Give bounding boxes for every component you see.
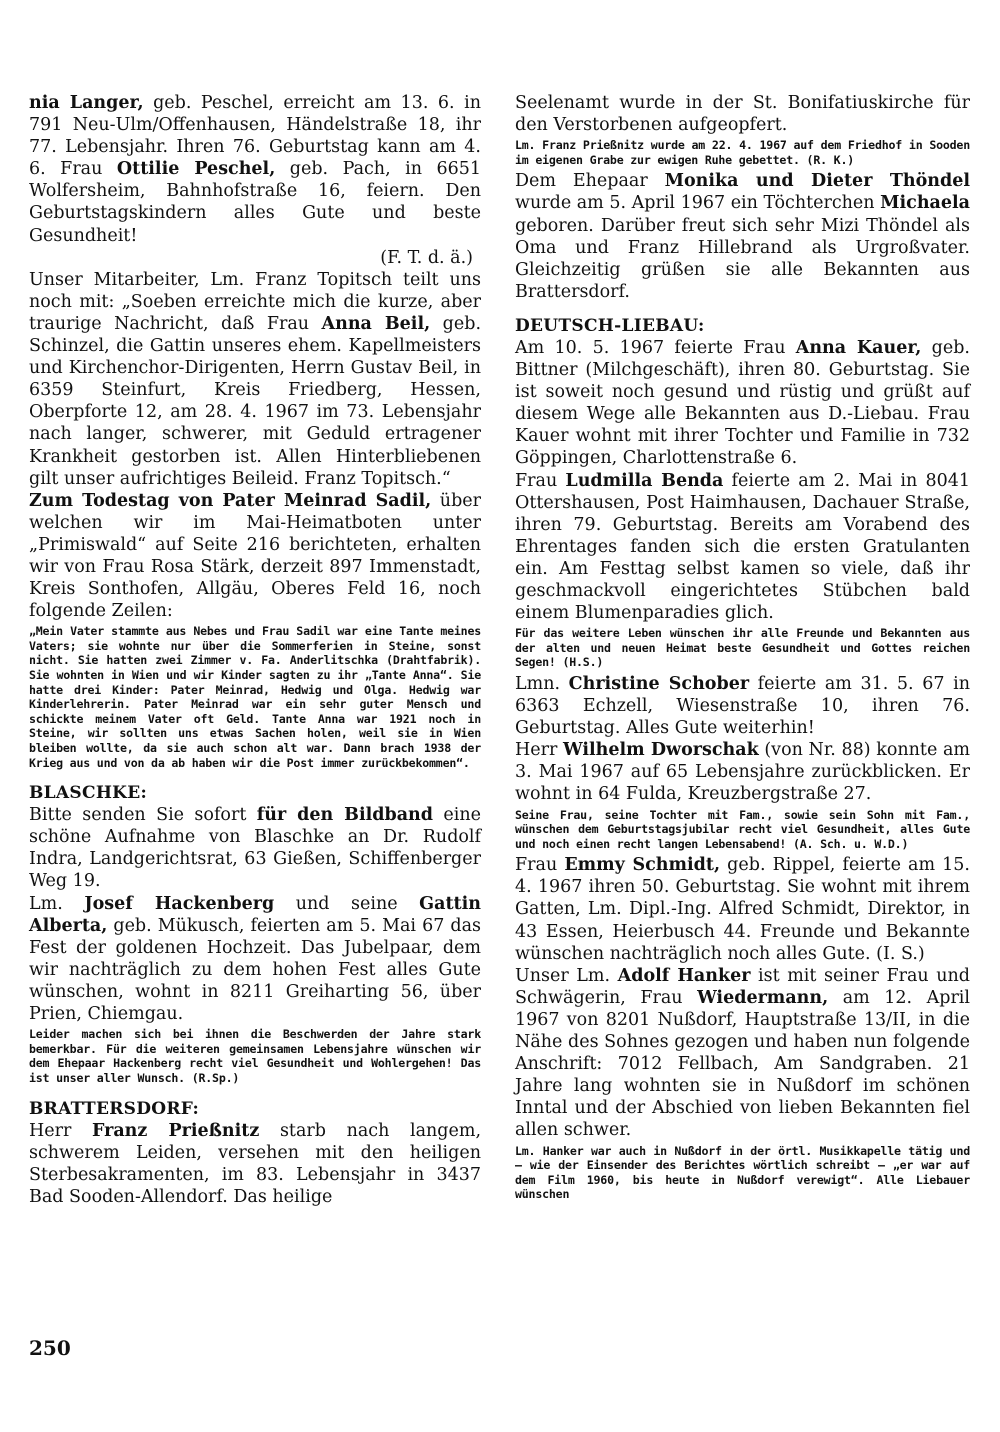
paragraph-langer: nia Langer, geb. Peschel, erreicht am 13. 6. in 791 Neu-Ulm/Offenhausen, Händelstraße 18, ihr 77. Lebensjahr. Ihren 76. Geburtstag kann am 4. 6. Frau Ottilie Peschel, geb. Pach, in 6651 Wolfersheim, Bahnhofstraße 16, feiern. Den Geburtstagskindern alles Gute und beste Gesundheit!	[29, 93, 481, 246]
section-heading-deutsch-liebau: DEUTSCH-LIEBAU:	[515, 315, 705, 336]
paragraph-schober: Lmn. Christine Schober feierte am 31. 5. 67 in 6363 Echzell, Wiesenstraße 10, ihren 76. Geburtstag. Alles Gute weiterhin!	[515, 673, 970, 739]
paragraph-sadil: Zum Todestag von Pater Meinrad Sadil, über welchen wir im Mai-Heimatboten unter „Primiswald“ auf Seite 216 berichteten, erhalten wir von Frau Rosa Stärk, derzeit 897 Immenstadt, Kreis Sonthofen, Allgäu, Oberes Feld 16, noch folgende Zeilen:	[29, 490, 481, 622]
paragraph-thoendel: Dem Ehepaar Monika und Dieter Thöndel wurde am 5. April 1967 ein Töchterchen Michaela geboren. Darüber freut sich sehr Mizi Thöndel als Oma und Franz Hillebrand als Urgroßvater. Gleichzeitig grüßen sie alle Bekannten aus Brattersdorf.	[515, 171, 970, 302]
paragraph-dworschak: Herr Wilhelm Dworschak (von Nr. 88) konnte am 3. Mai 1967 auf 65 Lebensjahre zurückblicken. Er wohnt in 64 Fulda, Kreuzbergstraße 27.	[515, 740, 970, 805]
paragraph-benda: Frau Ludmilla Benda feierte am 2. Mai in 8041 Ottershausen, Post Haimhausen, Dachauer Straße, ihren 79. Geburtstag. Bereits am Vorabend des Ehrentages fanden sich die ersten Gratulanten ein. Am Festtag selbst kamen so viele, daß ihr geschmackvoll eingerichtetes Stübchen bald einem Blumenparadies glich.	[515, 470, 970, 624]
right-column	[515, 92, 970, 1205]
note-priessnitz: Lm. Franz Prießnitz wurde am 22. 4. 1967 auf dem Friedhof in Sooden im eigenen Grabe zur ewigen Ruhe gebettet. (R. K.)	[515, 138, 970, 167]
quote-staerk: „Mein Vater stammte aus Nebes und Frau Sadil war eine Tante meines Vaters; sie wohnte nur über die Sommerferien in Steine, sonst nicht. Sie hatten zwei Zimmer v. Fa. Anderlitschka (Drahtfabrik). Sie wohnten in Wien und wir Kinder sagten zu ihr „Tante Anna“. Sie hatte drei Kinder: Pater Meinrad, Hedwig und Olga. Hedwig war Kinderlehrerin. Pater Meinrad war ein sehr guter Mensch und schickte meinem Vater oft Geld. Tante Anna war 1921 noch in Steine, wir sollten uns etwas Sachen holen, weil sie in Wien bleiben wollte, da sie auch schon alt war. Dann brach 1938 der Krieg aus und von da ab haben wir die Post immer zurückbekommen“.	[29, 624, 481, 770]
paragraph-priessnitz: Herr Franz Prießnitz starb nach langem, schwerem Leiden, versehen mit den heiligen Sterbesakramenten, im 83. Lebensjahr in 3437 Bad Sooden-Allendorf. Das heilige	[29, 1120, 482, 1207]
note-dworschak: Seine Frau, seine Tochter mit Fam., sowie sein Sohn mit Fam., wünschen dem Geburtstagsjubilar recht viel Gesundheit, alles Gute und noch einen recht langen Lebensabend! (A. Sch. u. W.D.)	[515, 807, 970, 851]
paragraph-schmidt: Frau Emmy Schmidt, geb. Rippel, feierte am 15. 4. 1967 ihren 50. Geburtstag. Sie wohnt mit ihrem Gatten, Lm. Dipl.-Ing. Alfred Schmidt, Direktor, in 43 Essen, Heierbusch 44. Freunde und Bekannte wünschen nachträglich noch alles Gute. (I. S.)	[515, 855, 970, 964]
note-hanker: Lm. Hanker war auch in Nußdorf in der örtl. Musikkapelle tätig und — wie der Einsender des Berichtes wörtlich schreibt — „er war auf dem Film 1960, bis heute in Nußdorf verewigt“. Alle Liebauer wünschen	[515, 1143, 970, 1202]
paragraph-topitsch: Unser Mitarbeiter, Lm. Franz Topitsch teilt uns noch mit: „Soeben erreichte mich die kurze, aber traurige Nachricht, daß Frau Anna Beil, geb. Schinzel, die Gattin unseres ehem. Kapellmeisters und Kirchenchor-Dirigenten, Herrn Gustav Beil, in 6359 Steinfurt, Kreis Friedberg, Hessen, Oberpforte 12, am 28. 4. 1967 im 73. Lebensjahr nach langer, schwerer, mit Geduld ertragener Krankheit gestorben ist. Allen Hinterbliebenen gilt unser aufrichtiges Beileid. Franz Topitsch.“	[29, 269, 482, 489]
section-heading-brattersdorf: BRATTERSDORF:	[29, 1098, 200, 1119]
paragraph-hackenberg: Lm. Josef Hackenberg und seine Gattin Alberta, geb. Mükusch, feierten am 5. Mai 67 das Fest der goldenen Hochzeit. Das Jubelpaar, dem wir nachträglich zu dem hohen Fest alles Gute wünschen, wohnt in 8211 Greiharting 56, über Prien, Chiemgau.	[29, 893, 481, 1025]
paragraph-kauer: Am 10. 5. 1967 feierte Frau Anna Kauer, geb. Bittner (Milchgeschäft), ihren 80. Geburtstag. Sie ist soweit noch gesund und rüstig und grüßt auf diesem Wege alle Bekannten aus D.-Liebau. Frau Kauer wohnt mit ihrer Tochter und Familie in 732 Göppingen, Charlottenstraße 6.	[515, 337, 970, 469]
paragraph-bildband: Bitte senden Sie sofort für den Bildband eine schöne Aufnahme von Blaschke an Dr. Rudolf Indra, Landgerichtsrat, 63 Gießen, Schiffenberger Weg 19.	[29, 805, 481, 892]
paragraph-seelenamt: Seelenamt wurde in der St. Bonifatiuskirche für den Verstorbenen aufgeopfert.	[515, 93, 970, 136]
section-heading-blaschke: BLASCHKE:	[29, 783, 148, 804]
note-benda: Für das weitere Leben wünschen ihr alle Freunde und Bekannten aus der alten und neuen Heimat beste Gesundheit und Gottes reichen Segen! (H.S.)	[515, 626, 970, 670]
signature: (F. T. d. ä.)	[380, 247, 473, 268]
left-column	[29, 92, 481, 1208]
page-number: 250	[29, 1336, 71, 1360]
note-hackenberg: Leider machen sich bei ihnen die Beschwerden der Jahre stark bemerkbar. Für die weiteren gemeinsamen Lebensjahre wünschen wir dem Ehepaar Hackenberg recht viel Gesundheit und Wohlergehen! Das ist unser aller Wunsch. (R.Sp.)	[29, 1027, 481, 1085]
paragraph-hanker: Unser Lm. Adolf Hanker ist mit seiner Frau und Schwägerin, Frau Wiedermann, am 12. April 1967 von 8201 Nußdorf, Hauptstraße 13/II, in die Nähe des Sohnes gezogen und haben nun folgende Anschrift: 7012 Fellbach, Am Sandgraben. 21 Jahre lang wohnten sie in Nußdorf im schönen Inntal und der Abschied von lieben Bekannten fiel allen schwer.	[515, 965, 970, 1141]
